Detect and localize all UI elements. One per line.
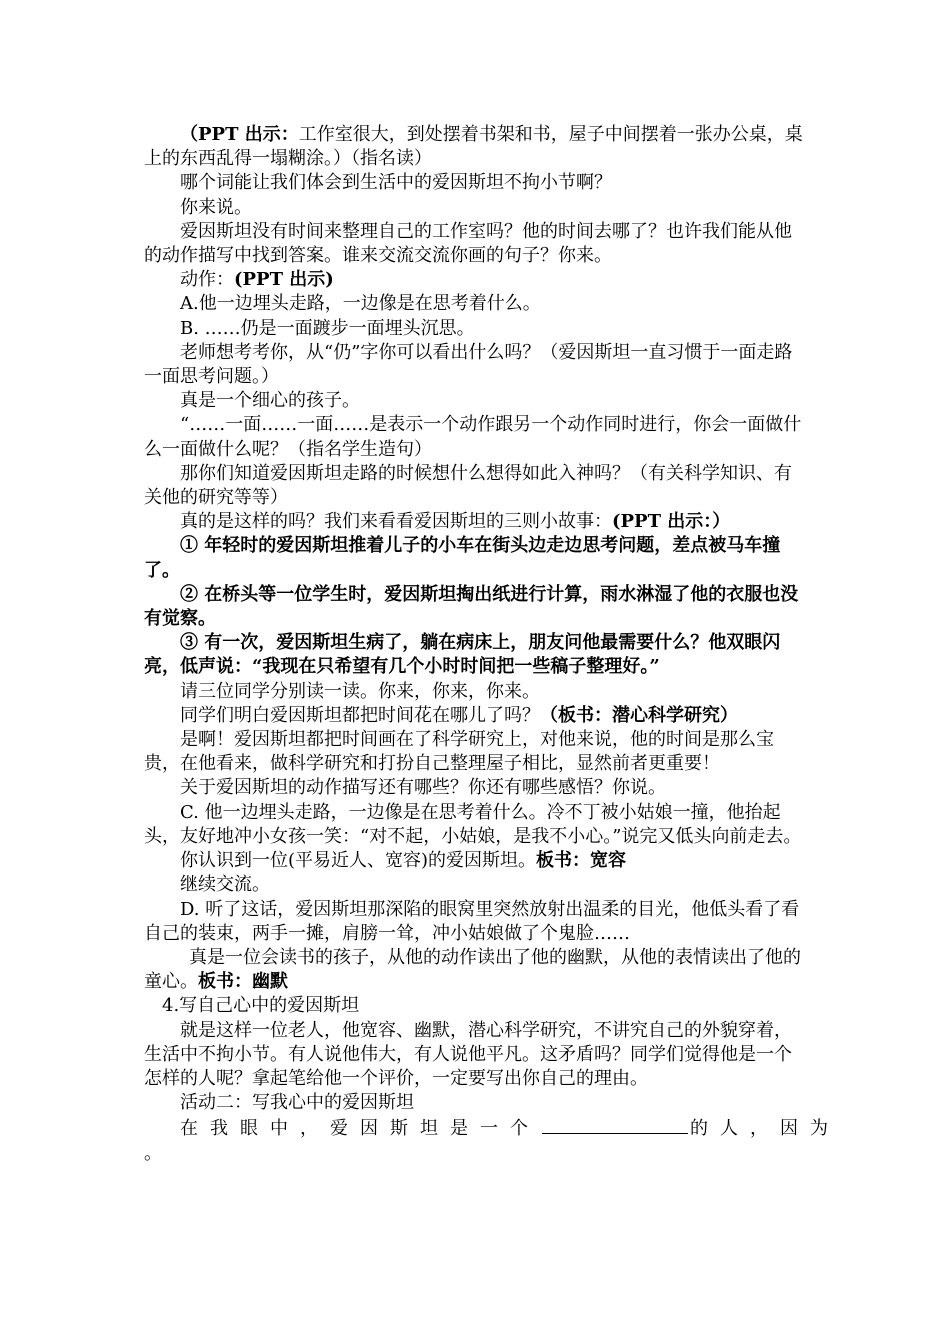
- story-one: ① 年轻时的爱因斯坦推着儿子的小车在街头边走边思考问题，差点被马车撞了。: [144, 535, 781, 581]
- ppt-label: (PPT 出示): [234, 269, 334, 291]
- paragraph-text: 同学们明白爱因斯坦都把时间花在哪儿了吗？: [180, 704, 540, 726]
- ppt-label: （PPT 出示：: [180, 124, 299, 145]
- section-heading-write: 4.写自己心中的爱因斯坦: [162, 995, 360, 1017]
- paragraph-yimian: “……一面……一面……是表示一个动作跟另一个动作同时进行，你会一面做什么一面做什么呢？（指名学生造句）: [144, 414, 802, 460]
- ppt-label: (PPT 出示：）: [612, 511, 731, 533]
- fill-in-sentence: [144, 1115, 840, 1141]
- action-label: 动作：: [180, 269, 234, 291]
- board-note: 板书：幽默: [198, 971, 288, 993]
- paragraph-you-say: 你来说。: [180, 196, 252, 218]
- sentence-middle: 的人，因为: [690, 1118, 840, 1140]
- story-three: ③ 有一次，爱因斯坦生病了，躺在病床上，朋友问他最需要什么？他双眼闪亮，低声说：“我现在只希望有几个小时时间把一些稿子整理好。”: [144, 632, 781, 678]
- paragraph-tolerance: [144, 849, 808, 873]
- item-d: D. 听了这话，爱因斯坦那深陷的眼窝里突然放射出温柔的目光，他低头看了看自己的装束，两手一摊，肩膀一耸，冲小姑娘做了个鬼脸……: [144, 898, 800, 944]
- activity-two-heading: 活动二：写我心中的爱因斯坦: [180, 1092, 414, 1114]
- paragraph-ppt-studio: [144, 123, 808, 171]
- document-page: [144, 123, 840, 1166]
- paragraph-time-question: 爱因斯坦没有时间来整理自己的工作室吗？他的时间去哪了？也许我们能从他的动作描写中找到答案。谁来交流交流你画的句子？你来。: [144, 220, 792, 267]
- paragraph-precious-time: 是啊！爱因斯坦都把时间画在了科学研究上，对他来说，他的时间是那么宝贵，在他看来，做科学研究和打扮自己整理屋子相比，显然前者更重要！: [144, 729, 774, 775]
- paragraph-continue: 继续交流。: [180, 874, 270, 896]
- paragraph-text: 真的是这样的吗？我们来看看爱因斯坦的三则小故事：: [180, 511, 612, 533]
- paragraph-reng: 老师想考考你，从“仍”字你可以看出什么吗？（爱因斯坦一直习惯于一面走路一面思考问题。）: [144, 341, 793, 388]
- paragraph-evaluation: 就是这样一位老人，他宽容、幽默，潜心科学研究，不讲究自己的外貌穿着，生活中不拘小节。有人说他伟大，有人说他平凡。这矛盾吗？同学们觉得他是一个怎样的人呢？拿起笔给他一个评价，一定要写出你自己的理由。: [144, 1019, 792, 1089]
- story-two: ② 在桥头等一位学生时，爱因斯坦掏出纸进行计算，雨水淋湿了他的衣服也没有觉察。: [144, 583, 799, 630]
- paragraph-question: 哪个词能让我们体会到生活中的爱因斯坦不拘小节啊？: [180, 172, 612, 194]
- item-a: A.他一边埋头走路，一边像是在思考着什么。: [180, 293, 541, 315]
- sentence-end: 。: [144, 1142, 162, 1164]
- board-note: （板书：潜心科学研究）: [540, 704, 738, 726]
- board-note: 板书：宽容: [536, 850, 627, 872]
- answer-blank[interactable]: [542, 1115, 688, 1134]
- paragraph-humor: [144, 946, 808, 994]
- paragraph-read-aloud: 请三位同学分别读一读。你来，你来，你来。: [180, 680, 540, 702]
- paragraph-text: 真是一位会读书的孩子，从他的动作读出了他的幽默，从他的表情读出了他的童心。: [144, 946, 801, 993]
- item-b: B. ……仍是一面踱步一面埋头沉思。: [180, 317, 475, 339]
- paragraph-time-spent: [144, 704, 808, 728]
- item-c: C. 他一边埋头走路，一边像是在思考着什么。冷不丁被小姑娘一撞，他抬起头，友好地冲小女孩一笑：“对不起，小姑娘，是我不小心。”说完又低头向前走去。: [144, 801, 802, 847]
- paragraph-thinking: 那你们知道爱因斯坦走路的时候想什么想得如此入神吗？（有关科学知识、有关他的研究等等）: [144, 462, 792, 509]
- paragraph-stories-intro: [144, 510, 808, 534]
- paragraph-text: 你认识到一位(平易近人、宽容)的爱因斯坦。: [180, 850, 537, 872]
- sentence-start: 在我眼中，爱因斯坦是一个: [180, 1118, 540, 1140]
- paragraph-action-heading: [144, 268, 808, 292]
- paragraph-more-actions: 关于爱因斯坦的动作描写还有哪些？你还有哪些感悟？你说。: [180, 777, 666, 799]
- paragraph-praise: 真是一个细心的孩子。: [180, 390, 360, 412]
- paragraph-text: 工作室很大，到处摆着书架和书，屋子中间摆着一张办公桌，桌上的东西乱得一塌糊涂。）（指名读）: [144, 124, 803, 170]
